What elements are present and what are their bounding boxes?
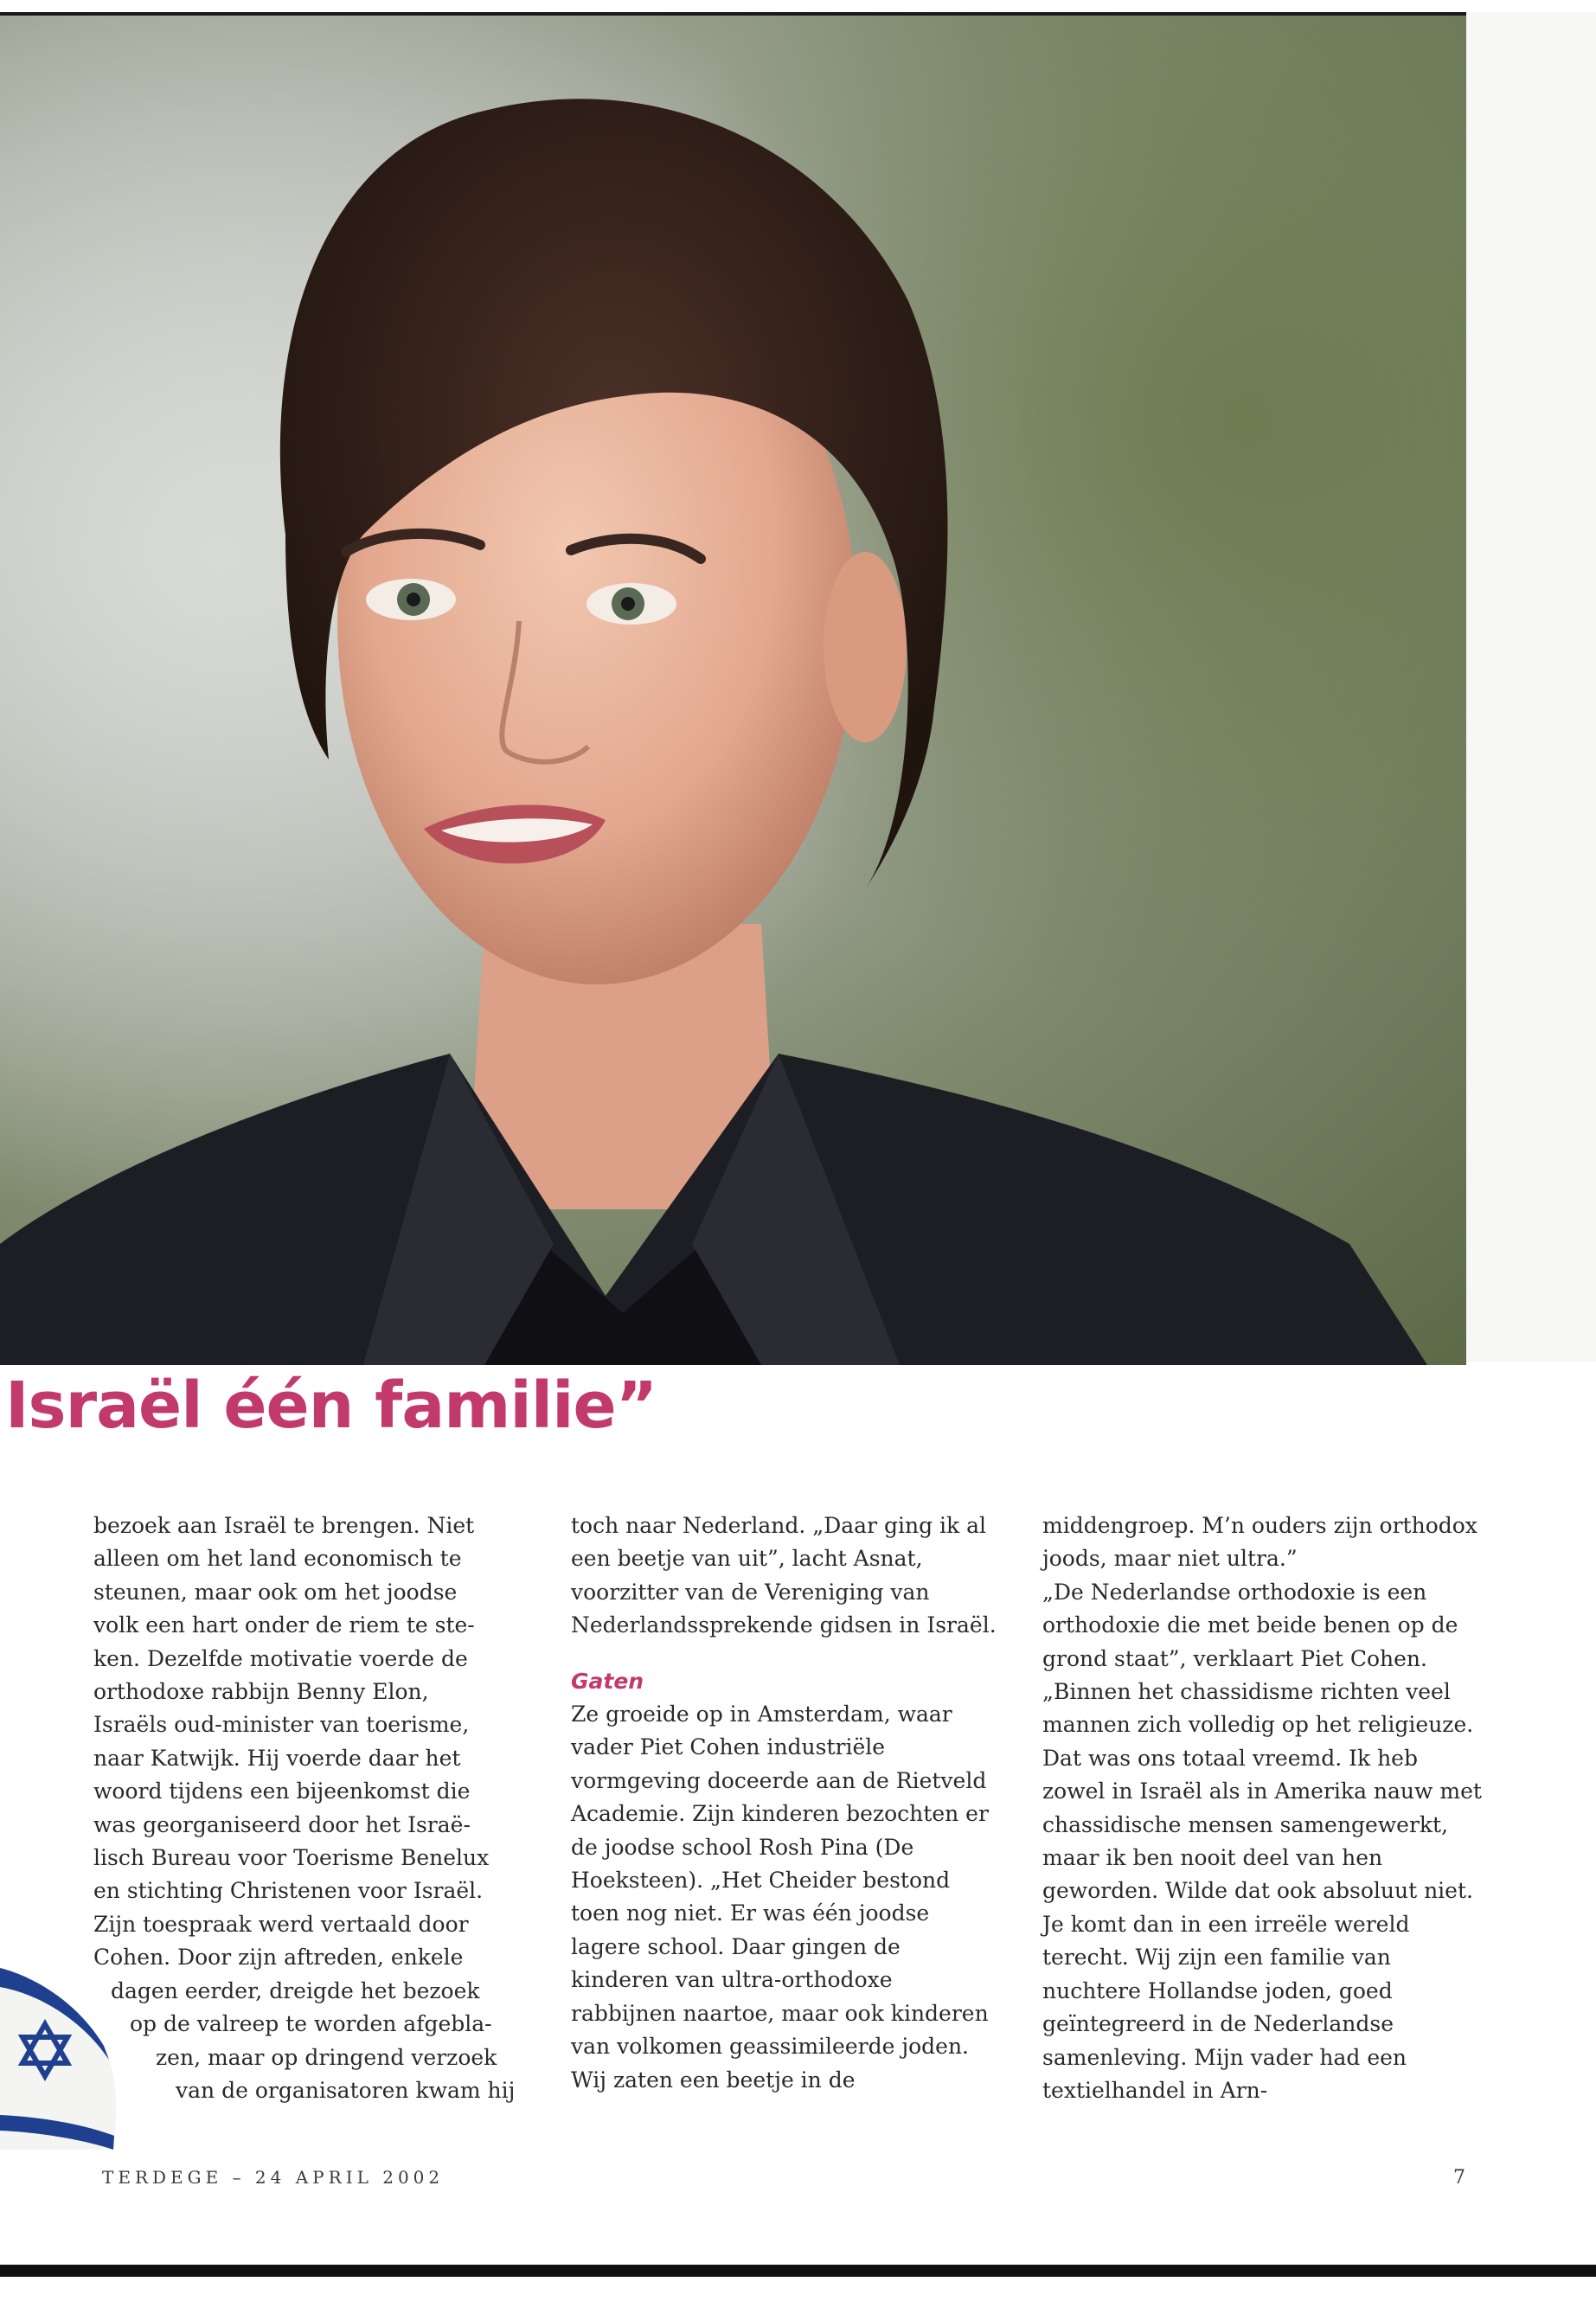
- text-line: zen, maar op dringend verzoek: [156, 2044, 497, 2070]
- article-headline: Israël één familie”: [5, 1368, 657, 1443]
- article-column-3: [1042, 1509, 1484, 2107]
- text-line: en stichting Christenen voor Israël.: [93, 1878, 484, 1904]
- text-line: dagen eerder, dreigde het bezoek: [111, 1977, 480, 2003]
- text-line: Zijn toespraak werd vertaald door: [93, 1911, 469, 1937]
- text-line: naar Katwijk. Hij voerde daar het: [93, 1745, 461, 1771]
- text-line: orthodoxe rabbijn Benny Elon,: [93, 1679, 429, 1705]
- top-rule: [0, 0, 1596, 16]
- text-line: ken. Dezelfde motivatie voerde de: [93, 1645, 468, 1671]
- israeli-flag-icon: [0, 1951, 130, 2158]
- text-line: op de valreep te worden afgebla-: [130, 2011, 492, 2037]
- paragraph: middengroep. M’n ouders zijn orthodox joods, maar niet ultra.”: [1042, 1513, 1477, 1572]
- text-line: alleen om het land economisch te: [93, 1546, 462, 1572]
- text-line: bezoek aan Israël te brengen. Niet: [93, 1513, 475, 1538]
- text-line: was georganiseerd door het Israë-: [93, 1811, 471, 1837]
- article-column-2: [571, 1509, 1003, 2097]
- section-subheading: Gaten: [571, 1668, 644, 1694]
- text-line: steunen, maar ook om het joodse: [93, 1579, 458, 1605]
- page-margin: [1466, 12, 1596, 1362]
- text-line: van de organisatoren kwam hij: [176, 2077, 516, 2103]
- paragraph: Ze groeide op in Amsterdam, waar vader Piet Cohen industriële vormgeving doceerde aan de Rietveld Academie. Zijn kinderen bezochten er de joodse school Rosh Pina (De Hoeksteen). „Het Cheider bestond toen nog niet. Er was één joodse lagere school. Daar gingen de kinderen van ultra-orthodoxe rabbijnen naartoe, maar ook kinderen van volkomen geassimileerde joden. Wij zaten een beetje in de: [571, 1702, 989, 2093]
- text-line: volk een hart onder de riem te ste-: [93, 1612, 475, 1638]
- text-line: lisch Bureau voor Toerisme Benelux: [93, 1845, 490, 1871]
- text-line: woord tijdens een bijeenkomst die: [93, 1779, 471, 1804]
- paragraph: toch naar Nederland. „Daar ging ik al een beetje van uit”, lacht Asnat, voorzitter van de Vereniging van Nederlandssprekende gidsen in Israël.: [571, 1513, 997, 1638]
- paragraph: „De Nederlandse orthodoxie is een orthodoxie die met beide benen op de grond staat”, verklaart Piet Cohen. „Binnen het chassidisme richten veel mannen zich volledig op het religieuze. Dat was ons totaal vreemd. Ik heb zowel in Israël als in Amerika nauw met chassidische mensen samengewerkt, maar ik ben nooit deel van hen geworden. Wilde dat ook absoluut niet. Je komt dan in een irreële wereld terecht. Wij zijn een familie van nuchtere Hollandse joden, goed geïntegreerd in de Nederlandse samenleving. Mijn vader had een textielhandel in Arn-: [1042, 1579, 1482, 2103]
- portrait-photo: [0, 16, 1466, 1365]
- text-line: Israëls oud-minister van toerisme,: [93, 1712, 470, 1738]
- text-line: Cohen. Door zijn aftreden, enkele: [93, 1945, 464, 1971]
- page-number: 7: [1453, 2167, 1465, 2189]
- page-footer: TERDEGE – 24 APRIL 2002: [102, 2167, 445, 2188]
- bottom-rule: [0, 2265, 1596, 2277]
- article-column-1: [93, 1509, 535, 2107]
